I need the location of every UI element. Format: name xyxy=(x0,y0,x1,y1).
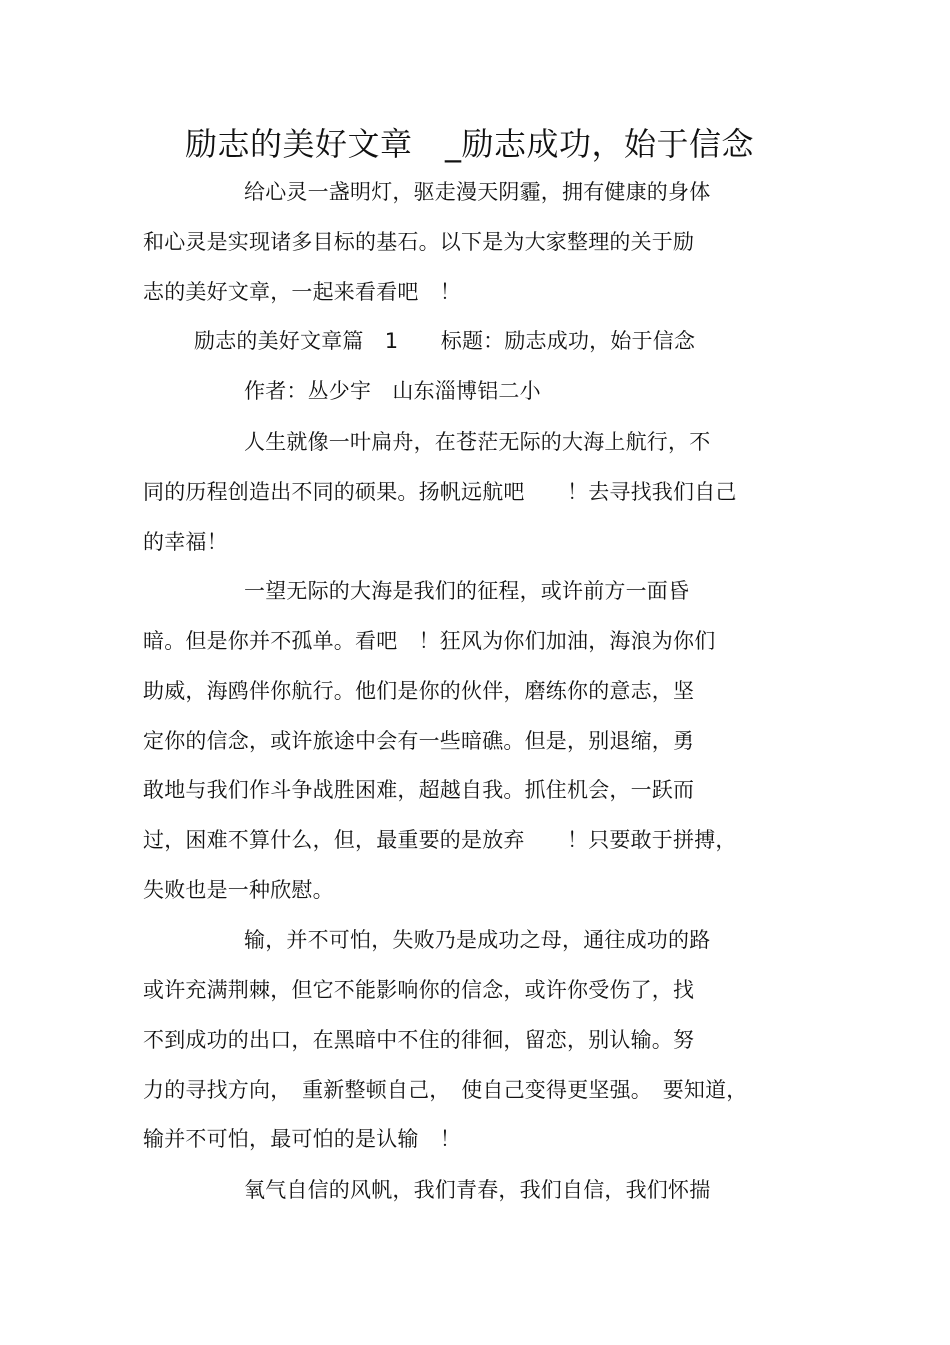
paragraph-line: 和心灵是实现诸多目标的基石。以下是为大家整理的关于励 xyxy=(143,230,695,254)
author-line: 作者：丛少宇 山东淄博铝二小 xyxy=(244,379,541,403)
paragraph-line: 同的历程创造出不同的硕果。扬帆远航吧 ！去寻找我们自己 xyxy=(143,480,737,504)
paragraph-line: 或许充满荆棘，但它不能影响你的信念，或许你受伤了，找 xyxy=(143,978,695,1002)
paragraph-line: 不到成功的出口，在黑暗中不住的徘徊，留恋，别认输。努 xyxy=(143,1028,695,1052)
paragraph-line: 助威，海鸥伴你航行。他们是你的伙伴，磨练你的意志，坚 xyxy=(143,679,695,703)
paragraph-line: 暗。但是你并不孤单。看吧 ！狂风为你们加油，海浪为你们 xyxy=(143,629,716,653)
article-heading-line: 励志的美好文章篇 1 标题：励志成功，始于信念 xyxy=(194,329,696,353)
paragraph-line: 力的寻找方向， 重新整顿自己， 使自己变得更坚强。 要知道， xyxy=(143,1078,748,1102)
paragraph-line: 输并不可怕，最可怕的是认输 ！ xyxy=(143,1127,461,1151)
paragraph-line: 定你的信念，或许旅途中会有一些暗礁。但是，别退缩，勇 xyxy=(143,729,695,753)
paragraph-line: 一望无际的大海是我们的征程，或许前方一面昏 xyxy=(244,579,690,603)
paragraph-line: 输，并不可怕，失败乃是成功之母，通往成功的路 xyxy=(244,928,711,952)
paragraph-line: 过，困难不算什么，但，最重要的是放弃 ！只要敢于拼搏， xyxy=(143,828,737,852)
paragraph-line: 给心灵一盏明灯，驱走漫天阴霾，拥有健康的身体 xyxy=(244,180,711,204)
paragraph-line: 失败也是一种欣慰。 xyxy=(143,878,334,902)
document-title: 励志的美好文章 _励志成功，始于信念 xyxy=(185,125,755,163)
paragraph-line: 人生就像一叶扁舟，在苍茫无际的大海上航行，不 xyxy=(244,430,711,454)
paragraph-line: 氧气自信的风帆，我们青春，我们自信，我们怀揣 xyxy=(244,1178,711,1202)
paragraph-line: 的幸福！ xyxy=(143,530,228,554)
paragraph-line: 志的美好文章，一起来看看吧 ！ xyxy=(143,280,461,304)
paragraph-line: 敢地与我们作斗争战胜困难，超越自我。抓住机会，一跃而 xyxy=(143,778,695,802)
